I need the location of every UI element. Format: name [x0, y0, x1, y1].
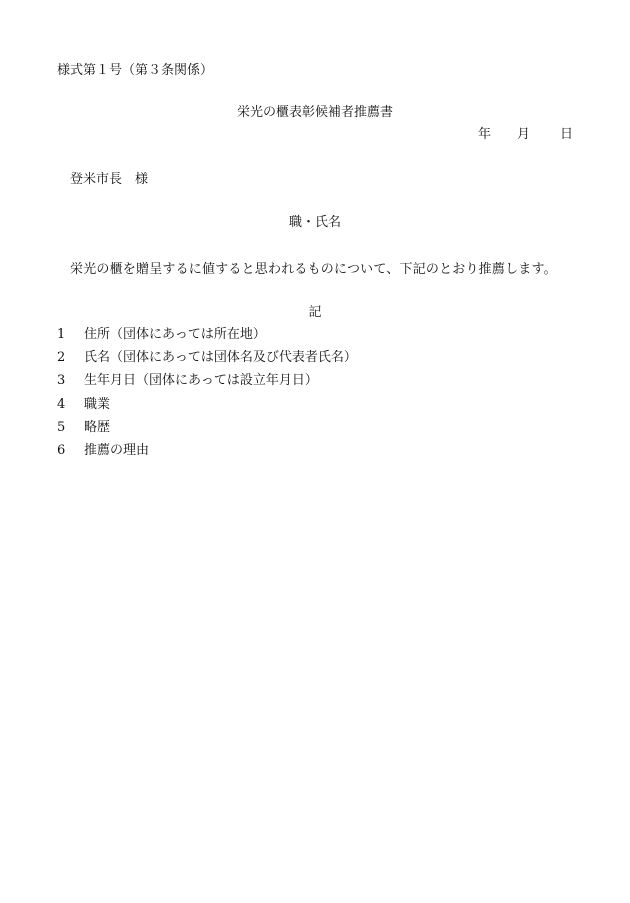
form-number: 様式第１号（第３条関係） — [57, 63, 214, 78]
body-text: 栄光の櫃を贈呈するに値すると思われるものについて、下記のとおり推薦します。 — [70, 262, 557, 277]
item-text: 推薦の理由 — [84, 442, 150, 458]
list-item — [57, 444, 357, 467]
list-item — [57, 374, 357, 397]
item-number: 1 — [57, 327, 66, 342]
item-list — [57, 328, 357, 467]
item-text: 氏名（団体にあっては団体名及び代表者氏名） — [84, 350, 357, 366]
item-number: 4 — [57, 396, 66, 412]
item-number: 3 — [57, 373, 66, 389]
addressee: 登米市長 様 — [70, 172, 149, 187]
item-number: 2 — [57, 350, 66, 366]
item-text: 略歴 — [84, 419, 111, 435]
list-item — [57, 351, 357, 374]
list-item — [57, 328, 357, 351]
item-number: 6 — [57, 442, 66, 458]
item-text: 生年月日（団体にあっては設立年月日） — [84, 373, 318, 389]
ki-heading: 記 — [308, 305, 322, 320]
date-line — [478, 128, 573, 141]
document-title: 栄光の櫃表彰候補者推薦書 — [236, 105, 393, 120]
signature-label: 職・氏名 — [288, 215, 341, 230]
item-number: 5 — [57, 419, 66, 435]
date-month-label: 月 — [517, 127, 531, 142]
item-text: 住所（団体にあっては所在地） — [84, 327, 266, 342]
date-day-label: 日 — [560, 127, 574, 142]
item-text: 職業 — [84, 396, 111, 412]
list-item — [57, 421, 357, 444]
date-year-label: 年 — [478, 127, 492, 142]
list-item — [57, 398, 357, 421]
